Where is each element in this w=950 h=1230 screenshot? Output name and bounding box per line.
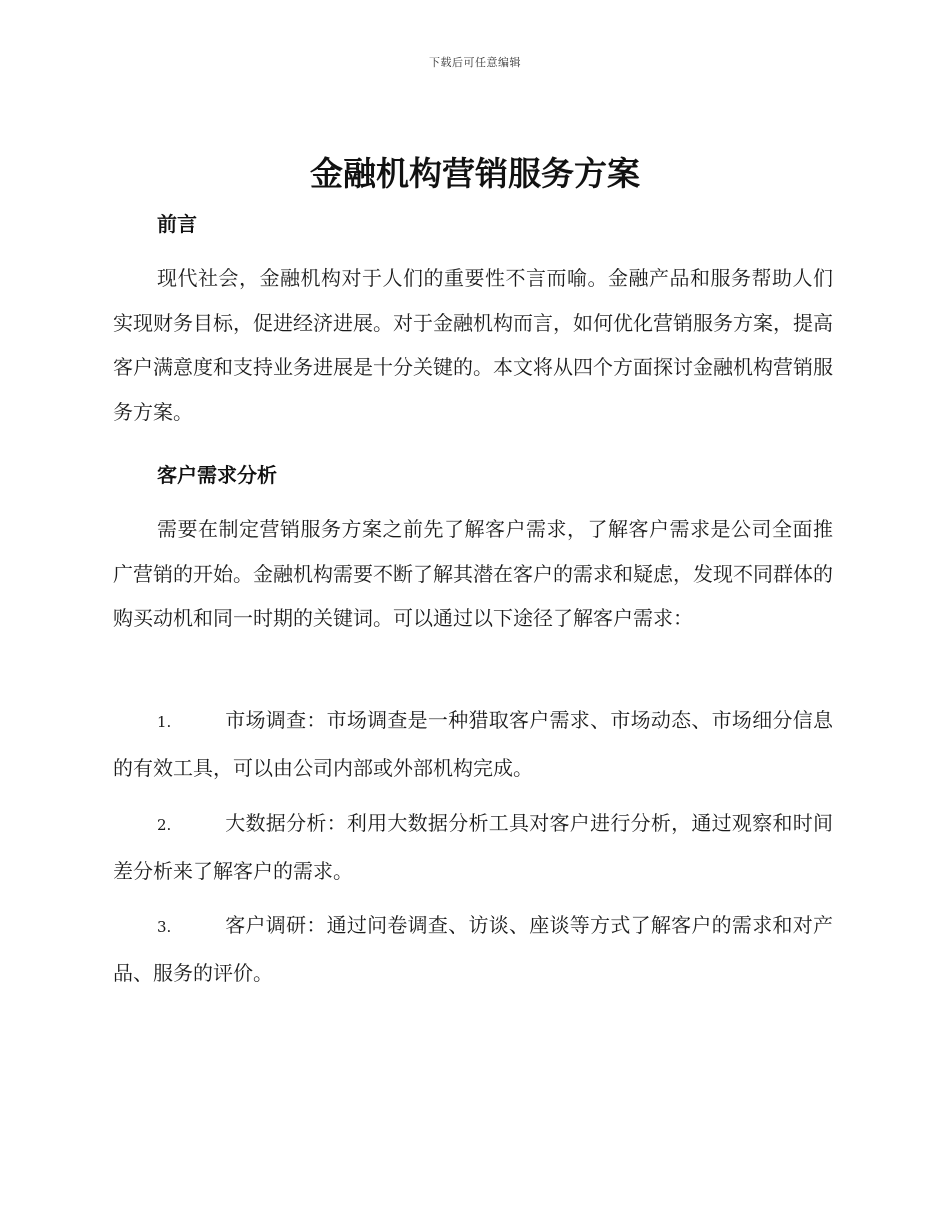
customer-needs-paragraph: 需要在制定营销服务方案之前先了解客户需求，了解客户需求是公司全面推广营销的开始。金融机构需要不断了解其潜在客户的需求和疑虑，发现不同群体的购买动机和同一时期的关键词。可以通过以下途径了解客户需求： (113, 517, 833, 630)
list-item-text: 市场调查：市场调查是一种猎取客户需求、市场动态、市场细分信息的有效工具，可以由公司内部或外部机构完成。 (113, 708, 833, 780)
list-item-number: 3. (157, 918, 172, 936)
list-item (113, 697, 833, 791)
section-heading-preface: 前言 (157, 212, 197, 236)
document-title: 金融机构营销服务方案 (310, 154, 640, 193)
list-item-number: 1. (157, 713, 172, 731)
list-item-number: 2. (157, 816, 172, 834)
list-item-text: 大数据分析：利用大数据分析工具对客户进行分析，通过观察和时间差分析来了解客户的需求。 (113, 811, 833, 883)
list-item (113, 902, 833, 996)
list-item-text: 客户调研：通过问卷调查、访谈、座谈等方式了解客户的需求和对产品、服务的评价。 (113, 913, 833, 985)
page-header-note: 下载后可任意编辑 (429, 56, 521, 69)
list-item (113, 800, 833, 894)
preface-paragraph: 现代社会，金融机构对于人们的重要性不言而喻。金融产品和服务帮助人们实现财务目标，促进经济进展。对于金融机构而言，如何优化营销服务方案，提高客户满意度和支持业务进展是十分关键的。本文将从四个方面探讨金融机构营销服务方案。 (113, 266, 833, 424)
section-heading-customer-needs: 客户需求分析 (157, 463, 277, 487)
